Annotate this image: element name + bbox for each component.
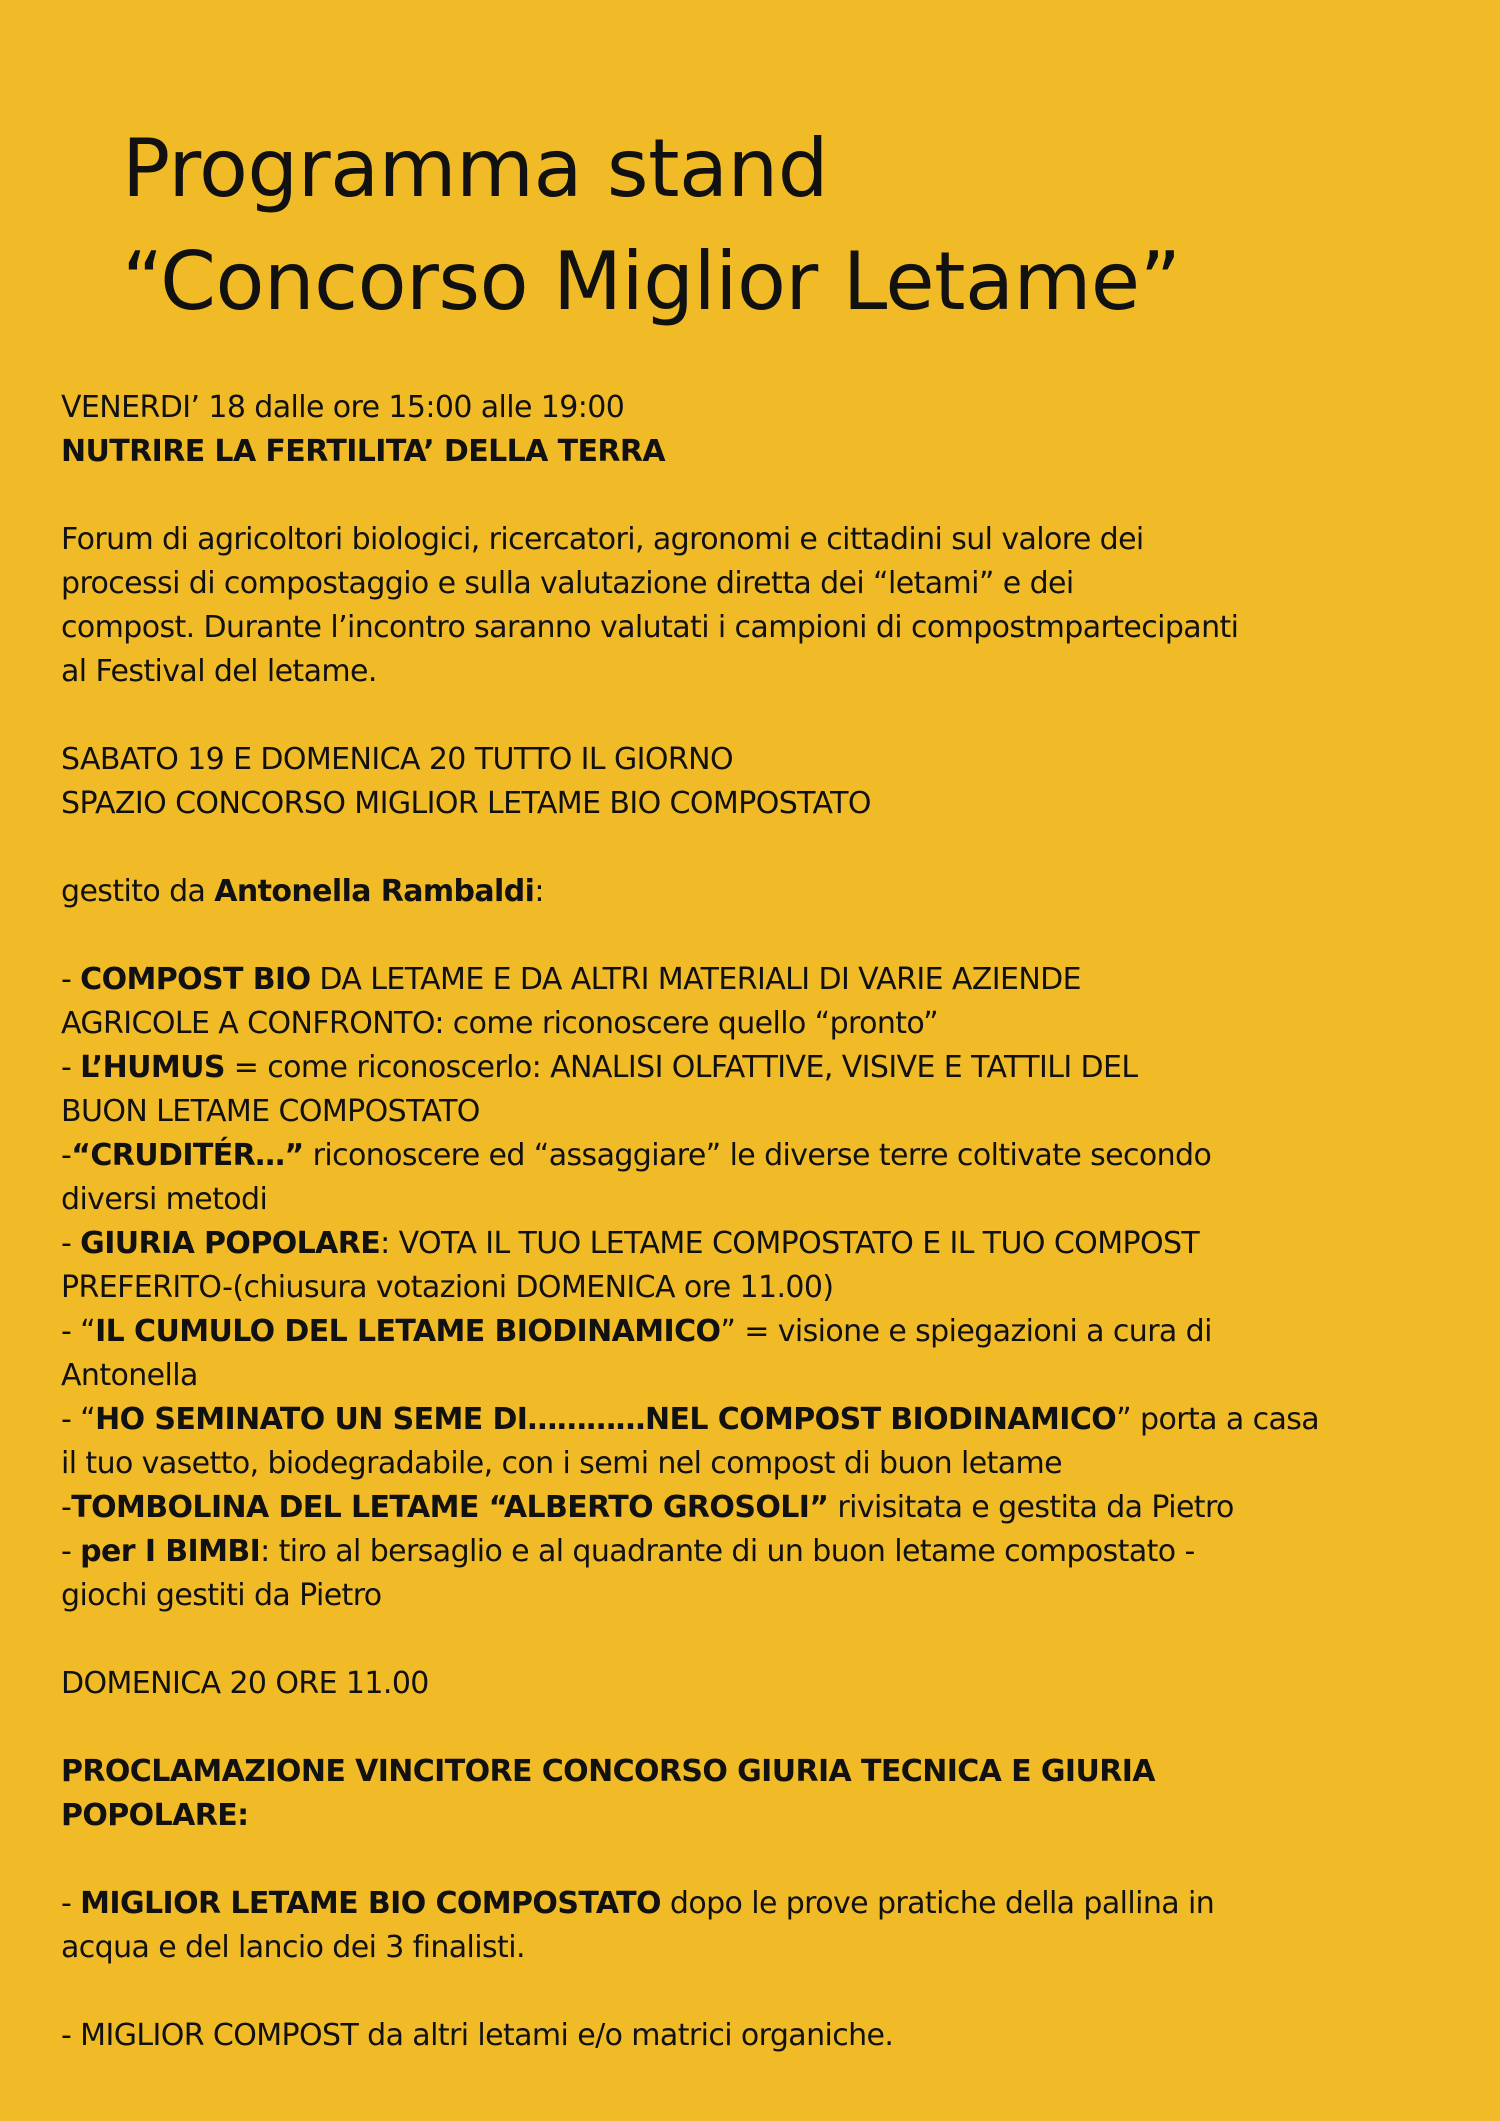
list-item-continuation: BUON LETAME COMPOSTATO	[61, 1094, 480, 1129]
title-line-2: “Concorso Miglior Letame”	[122, 235, 1181, 328]
friday-heading: NUTRIRE LA FERTILITA’ DELLA TERRA	[61, 434, 665, 469]
list-item-continuation: Antonella	[61, 1358, 198, 1393]
award-item-continuation: acqua e del lancio dei 3 finalisti.	[61, 1930, 525, 1965]
weekend-space: SPAZIO CONCORSO MIGLIOR LETAME BIO COMPOSTATO	[61, 786, 871, 821]
list-item-continuation: il tuo vasetto, biodegradabile, con i semi nel compost di buon letame	[61, 1446, 1062, 1481]
list-item: - “HO SEMINATO UN SEME DI…………NEL COMPOST BIODINAMICO” porta a casa	[61, 1402, 1320, 1437]
list-item: - COMPOST BIO DA LETAME E DA ALTRI MATERIALI DI VARIE AZIENDE	[61, 962, 1082, 997]
sunday-when: DOMENICA 20 ORE 11.00	[61, 1666, 429, 1701]
managed-by: gestito da Antonella Rambaldi:	[61, 874, 544, 909]
friday-description-line: Forum di agricoltori biologici, ricercatori, agronomi e cittadini sul valore dei	[61, 522, 1144, 557]
list-item-continuation: AGRICOLE A CONFRONTO: come riconoscere quello “pronto”	[61, 1006, 939, 1041]
weekend-when: SABATO 19 E DOMENICA 20 TUTTO IL GIORNO	[61, 742, 733, 777]
friday-description-line: processi di compostaggio e sulla valutazione diretta dei “letami” e dei	[61, 566, 1074, 601]
friday-description-line: compost. Durante l’incontro saranno valutati i campioni di compostmpartecipanti	[61, 610, 1239, 645]
list-item: - “IL CUMULO DEL LETAME BIODINAMICO” = visione e spiegazioni a cura di	[61, 1314, 1212, 1349]
friday-description-line: al Festival del letame.	[61, 654, 377, 689]
page-title	[122, 112, 1181, 338]
list-item-continuation: PREFERITO-(chiusura votazioni DOMENICA ore 11.00)	[61, 1270, 834, 1305]
award-item: - MIGLIOR LETAME BIO COMPOSTATO dopo le prove pratiche della pallina in	[61, 1886, 1215, 1921]
sunday-heading: PROCLAMAZIONE VINCITORE CONCORSO GIURIA TECNICA E GIURIA	[61, 1754, 1155, 1789]
list-item: -TOMBOLINA DEL LETAME “ALBERTO GROSOLI” rivisitata e gestita da Pietro	[61, 1490, 1234, 1525]
list-item: - per I BIMBI: tiro al bersaglio e al quadrante di un buon letame compostato -	[61, 1534, 1195, 1569]
program-content	[61, 386, 1461, 2058]
list-item: -“CRUDITÉR…” riconoscere ed “assaggiare” le diverse terre coltivate secondo	[61, 1138, 1212, 1173]
sunday-heading-continuation: POPOLARE:	[61, 1798, 249, 1833]
list-item: - L’HUMUS = come riconoscerlo: ANALISI OLFATTIVE, VISIVE E TATTILI DEL	[61, 1050, 1138, 1085]
list-item-continuation: giochi gestiti da Pietro	[61, 1578, 382, 1613]
award-item: - MIGLIOR COMPOST da altri letami e/o matrici organiche.	[61, 2018, 894, 2053]
friday-when: VENERDI’ 18 dalle ore 15:00 alle 19:00	[61, 390, 625, 425]
list-item: - GIURIA POPOLARE: VOTA IL TUO LETAME COMPOSTATO E IL TUO COMPOST	[61, 1226, 1200, 1261]
title-line-1: Programma stand	[122, 122, 828, 215]
list-item-continuation: diversi metodi	[61, 1182, 268, 1217]
